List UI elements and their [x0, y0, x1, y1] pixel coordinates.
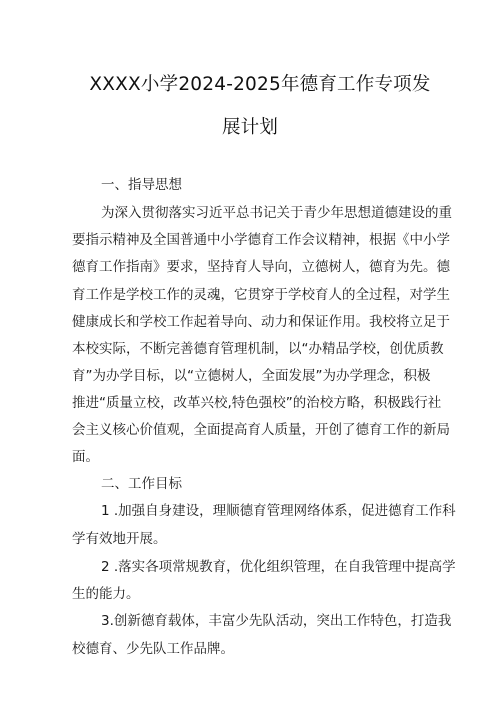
goal-item-line: 3.创新德育载体，丰富少先队活动，突出工作特色，打造我 [101, 613, 452, 629]
paragraph-line: 要指示精神及全国普通中小学德育工作会议精神，根据《中小学 [72, 232, 450, 248]
paragraph-line: 本校实际，不断完善德育管理机制，以“办精品学校，创优质教 [72, 341, 444, 357]
goal-item-line: 1 .加强自身建设，理顺德育管理网络体系，促进德育工作科 [101, 503, 456, 519]
paragraph-line: 育”为办学目标，以“立德树人，全面发展”为办学理念，积极 [72, 368, 431, 384]
paragraph-line: 推进“质量立校，改革兴校,特色强校”的治校方略，积极践行社 [72, 395, 442, 411]
section-heading-guiding-ideology: 一、指导思想 [101, 177, 182, 193]
paragraph-line: 为深入贯彻落实习近平总书记关于青少年思想道德建设的重 [101, 205, 452, 221]
goal-item-line: 学有效地开展。 [72, 531, 167, 547]
document-title-line1: XXXX小学2024-2025年德育工作专项发 [89, 74, 431, 95]
paragraph-line: 会主义核心价值观，全面提高育人质量，开创了德育工作的新局 [72, 422, 450, 438]
goal-item-line: 校德育、少先队工作品牌。 [72, 641, 234, 657]
goal-item-line: 生的能力。 [72, 586, 140, 602]
paragraph-line: 德育工作指南》要求，坚持育人导向，立德树人，德育为先。德 [72, 259, 450, 275]
goal-item-line: 2 .落实各项常规教育，优化组织管理，在自我管理中提高学 [101, 559, 456, 575]
document-title-line2: 展计划 [221, 117, 279, 138]
paragraph-line: 健康成长和学校工作起着导向、动力和保证作用。我校将立足于 [72, 314, 450, 330]
paragraph-line: 面。 [72, 449, 99, 465]
section-heading-work-goals: 二、工作目标 [101, 476, 182, 492]
paragraph-line: 育工作是学校工作的灵魂，它贯穿于学校育人的全过程，对学生 [72, 287, 450, 303]
